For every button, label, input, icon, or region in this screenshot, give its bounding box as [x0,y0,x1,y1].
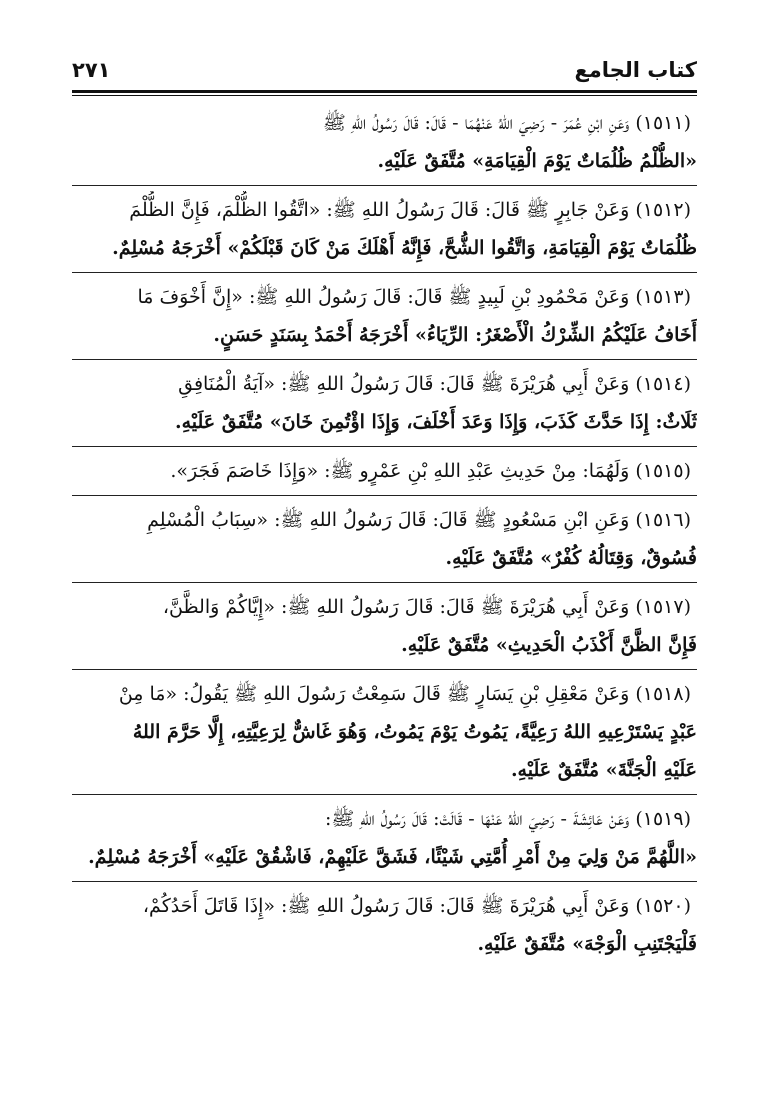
hadith-1520 [72,887,697,963]
book-title: كتاب الجامع [574,58,697,82]
text-line: (١٥١٩) وَعَنْ عَائِشَةَ - رَضِيَ اللهُ عَنْهَا - قَالَتْ: قَالَ رَسُولُ اللهِ ﷺ: [325,808,691,830]
divider [72,794,697,795]
hadith-1517 [72,588,697,664]
text-line: (١٥١٢) وَعَنْ جَابِرٍ ﷺ قَالَ: قَالَ رَسُولُ اللهِ ﷺ: «اتَّقُوا الظُّلْمَ، فَإِنَّ الظُّلْمَ [129,199,691,221]
text-line: «اللَّهُمَّ مَنْ وَلِيَ مِنْ أَمْرِ أُمَّتِي شَيْئًا، فَشَقَّ عَلَيْهِمْ، فَاشْقُقْ عَلَيْهِ» أَخْرَجَهُ مُسْلِمٌ. [88,846,697,868]
divider [72,495,697,496]
divider [72,669,697,670]
text-line: (١٥١٨) وَعَنْ مَعْقِلِ بْنِ يَسَارٍ ﷺ قَالَ سَمِعْتُ رَسُولَ اللهِ ﷺ يَقُولُ: «مَا مِنْ [118,683,691,705]
hadith-list [72,104,697,974]
hadith-1516 [72,501,697,577]
text-line: فَإِنَّ الظَّنَّ أَكْذَبُ الْحَدِيثِ» مُتَّفَقٌ عَلَيْهِ. [401,634,697,656]
hadith-1519 [72,800,697,876]
text-line: أَخَافُ عَلَيْكُمُ الشِّرْكُ الْأَصْغَرُ: الرِّيَاءُ» أَخْرَجَهُ أَحْمَدُ بِسَنَدٍ حَسَنٍ. [213,324,697,346]
hadith-1512 [72,191,697,267]
text-line: (١٥١٣) وَعَنْ مَحْمُودِ بْنِ لَبِيدٍ ﷺ قَالَ: قَالَ رَسُولُ اللهِ ﷺ: «إِنَّ أَخْوَفَ مَا [137,286,691,308]
text-line: (١٥١٦) وَعَنِ ابْنِ مَسْعُودٍ ﷺ قَالَ: قَالَ رَسُولُ اللهِ ﷺ: «سِبَابُ الْمُسْلِمِ [147,509,691,531]
divider [72,272,697,273]
hadith-1514 [72,365,697,441]
hadith-1513 [72,278,697,354]
header-rule-thick [72,90,697,93]
divider [72,446,697,447]
header-rule-thin [72,95,697,96]
text-line: ظُلُمَاتٌ يَوْمَ الْقِيَامَةِ، وَاتَّقُوا الشُّحَّ، فَإِنَّهُ أَهْلَكَ مَنْ كَانَ قَبْلَكُمْ» أَخْرَجَهُ مُسْلِمٌ. [112,237,697,259]
text-line: فَلْيَجْتَنِبِ الْوَجْهَ» مُتَّفَقٌ عَلَيْهِ. [477,933,697,955]
text-line: عَلَيْهِ الْجَنَّةَ» مُتَّفَقٌ عَلَيْهِ. [510,759,697,781]
page-header [72,56,697,90]
divider [72,881,697,882]
divider [72,582,697,583]
hadith-1515 [72,452,697,490]
text-line: (١٥١٧) وَعَنْ أَبِي هُرَيْرَةَ ﷺ قَالَ: قَالَ رَسُولُ اللهِ ﷺ: «إِيَّاكُمْ وَالظَّنَّ، [162,596,691,618]
text-line: «الظُّلْمُ ظُلُمَاتٌ يَوْمَ الْقِيَامَةِ» مُتَّفَقٌ عَلَيْهِ. [377,150,697,172]
hadith-1518 [72,675,697,789]
text-line: (١٥١٤) وَعَنْ أَبِي هُرَيْرَةَ ﷺ قَالَ: قَالَ رَسُولُ اللهِ ﷺ: «آيَةُ الْمُنَافِقِ [178,373,691,395]
text-line: (١٥١٥) وَلَهُمَا: مِنْ حَدِيثِ عَبْدِ اللهِ بْنِ عَمْرٍو ﷺ: «وَإِذَا خَاصَمَ فَجَرَ». [170,460,691,482]
text-line: (١٥٢٠) وَعَنْ أَبِي هُرَيْرَةَ ﷺ قَالَ: قَالَ رَسُولُ اللهِ ﷺ: «إِذَا قَاتَلَ أَحَدُكُمْ، [142,895,691,917]
text-line: ثَلَاثٌ: إِذَا حَدَّثَ كَذَبَ، وَإِذَا وَعَدَ أَخْلَفَ، وَإِذَا اؤْتُمِنَ خَانَ» مُتَّفَقٌ عَلَيْهِ. [174,411,697,433]
text-line: فُسُوقٌ، وَقِتَالُهُ كُفْرٌ» مُتَّفَقٌ عَلَيْهِ. [445,547,697,569]
text-line: عَبْدٍ يَسْتَرْعِيهِ اللهُ رَعِيَّةً، يَمُوتُ يَوْمَ يَمُوتُ، وَهُوَ غَاشٌّ لِرَعِيَّتِهِ، إِلَّا حَرَّمَ اللهُ [132,721,697,743]
divider [72,359,697,360]
hadith-1511 [72,104,697,180]
text-line: (١٥١١) وَعَنِ ابْنِ عُمَرَ - رَضِيَ اللهُ عَنْهُمَا - قَالَ: قَالَ رَسُولُ اللهِ ﷺ [322,112,691,134]
page-number: ٢٧١ [72,58,111,82]
divider [72,185,697,186]
